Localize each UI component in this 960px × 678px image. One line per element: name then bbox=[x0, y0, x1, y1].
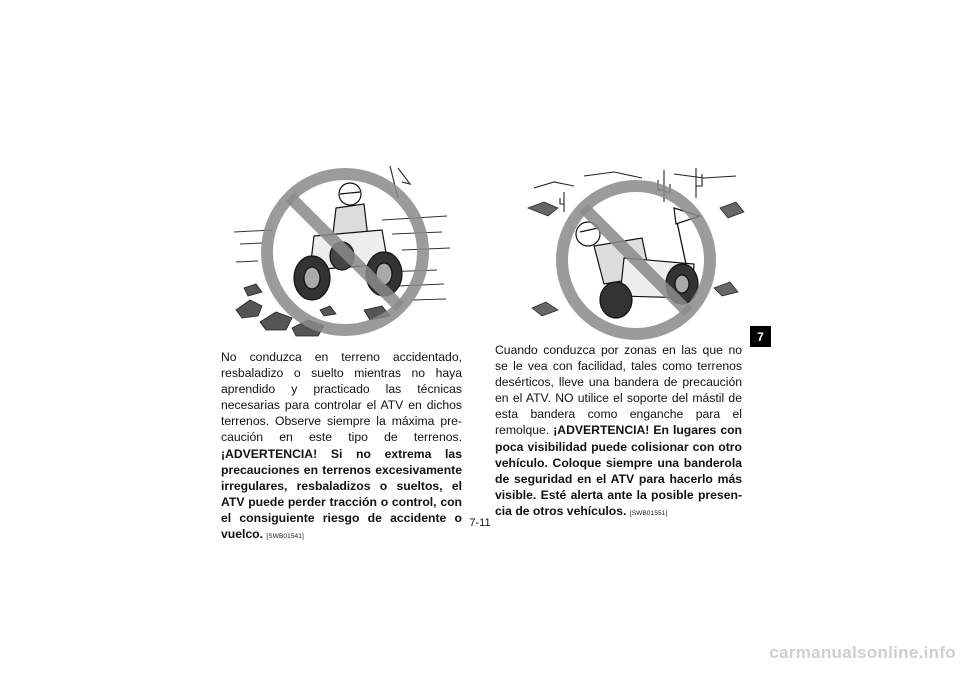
watermark: carmanualsonline.info bbox=[769, 643, 956, 662]
chapter-tab: 7 bbox=[750, 326, 771, 347]
left-paragraph: No conduzca en terreno accidentado, resbaladizo o suelto mientras no haya aprendido y practicado las técnicas necesarias para controlar el ATV en dichos terrenos. Observe siempre la máxima precaución en este tipo de terrenos. bbox=[221, 350, 462, 445]
prohibited-rough-terrain-atv-icon bbox=[232, 160, 454, 340]
left-text-block bbox=[221, 349, 462, 545]
left-warning-code: [SWB01541] bbox=[266, 533, 304, 541]
prohibited-low-visibility-atv-icon bbox=[524, 168, 746, 340]
page-number: 7-11 bbox=[469, 517, 491, 529]
right-text-block bbox=[495, 342, 742, 522]
right-warning: ¡ADVERTENCIA! En lugares con poca visibilidad puede colisionar con otro vehículo. Coloque siempre una banderola de seguridad en el ATV para hacerlo más visible. Esté alerta ante la posible presencia de otros vehículos. bbox=[495, 423, 742, 518]
right-warning-code: [SWB01551] bbox=[629, 509, 668, 517]
right-paragraph: Cuando conduzca por zonas en las que no se le vea con facilidad, tales como terrenos desérticos, lleve una bandera de precaución en el ATV. NO utilice el soporte del mástil de esta bandera como enganche para el remolque. bbox=[495, 343, 742, 438]
left-warning: ¡ADVERTENCIA! Si no extrema las precauciones en terrenos excesivamente irregulares, resbaladizos o sueltos, el ATV puede perder tracción o control, con el consiguiente riesgo de accidente o vuelco. bbox=[221, 446, 462, 542]
